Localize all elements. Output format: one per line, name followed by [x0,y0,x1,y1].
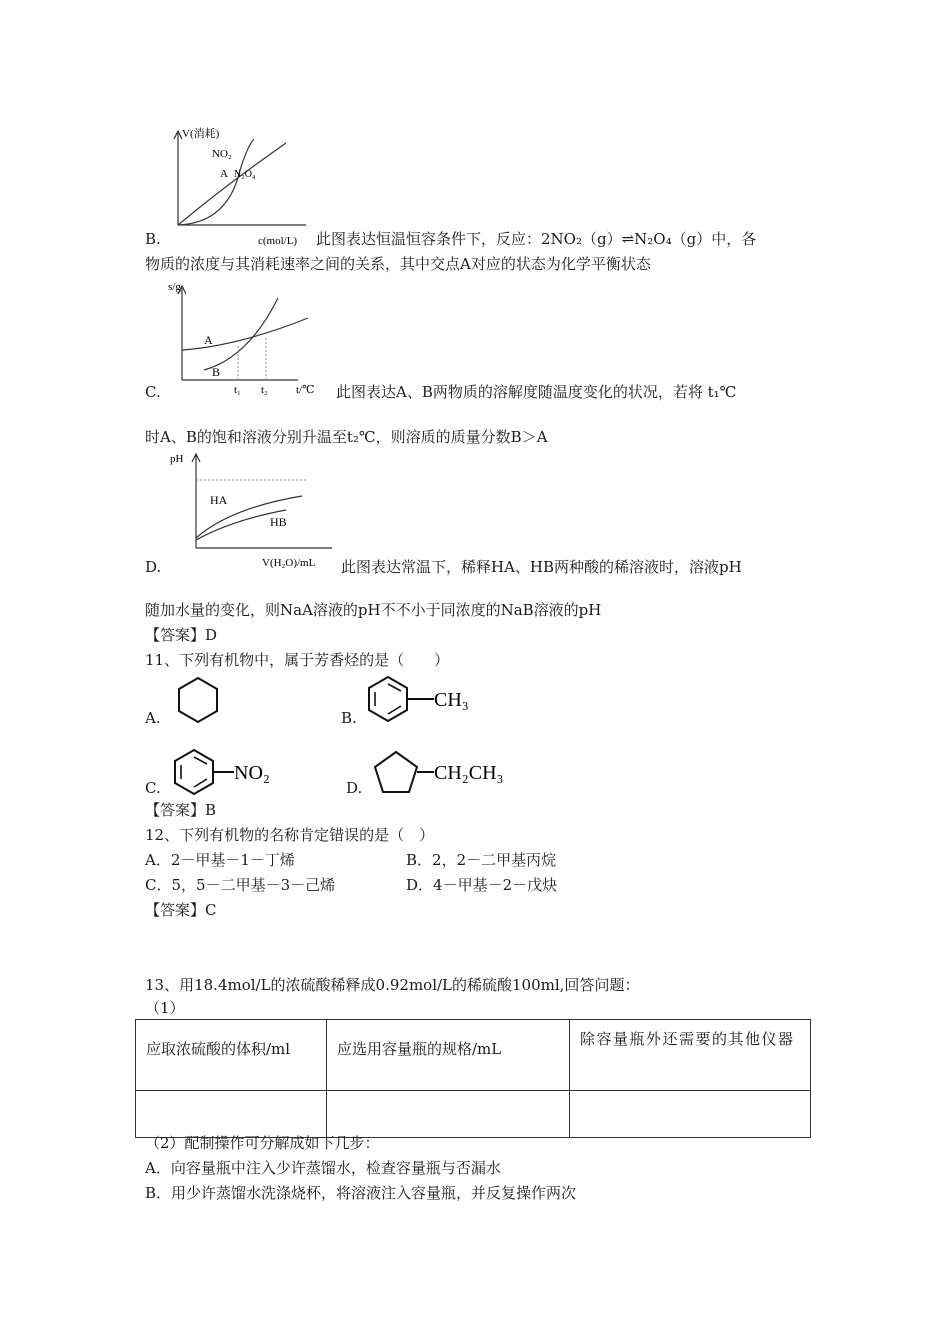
chart-c-solubility [168,278,333,396]
nitro-group-label: NO₂ [234,762,270,784]
q13-step-a: A．向容量瓶中注入少许蒸馏水，检查容量瓶与否漏水 [145,1159,501,1177]
table-header-flask-spec: 应选用容量瓶的规格/mL [327,1020,570,1091]
q10-option-c-text-1: 此图表达A、B两物质的溶解度随温度变化的状况，若将 t₁℃ [336,383,737,401]
table-header-other-instruments: 除容量瓶外还需要的其他仪器 [570,1020,811,1091]
chart-d-label-hb: HB [270,515,287,529]
chart-c-xlabel: t/℃ [296,384,315,396]
chart-b-rate-vs-concentration [168,125,313,245]
chart-d-label-ha: HA [210,493,228,507]
q13-part-2: （2）配制操作可分解成如下几步： [145,1134,380,1152]
q12-option-a: A．2－甲基－1－丁烯 [145,851,295,869]
chart-c-tick-t1: t₁ [234,384,241,396]
q10-option-d-text-2: 随加水量的变化，则NaA溶液的pH不不小于同浓度的NaB溶液的pH [145,601,602,619]
q12-stem: 12、下列有机物的名称肯定错误的是（ ） [145,826,435,844]
chart-d-ylabel: pH [170,453,184,465]
q10-option-c-text-2: 时A、B的饱和溶液分别升温至t₂℃，则溶质的质量分数B＞A [145,428,548,446]
q12-option-d: D．4－甲基－2－戊炔 [406,876,558,894]
chart-b-ylabel: V(消耗) [182,128,220,140]
chart-c-ylabel: s/g [168,281,181,293]
ethyl-group-label: CH₂CH₃ [434,762,504,784]
chart-b-curve-n2o4 [178,143,286,225]
q13-stem: 13、用18.4mol/L的浓硫酸稀释成0.92mol/L的稀硫酸100ml,回答问题： [145,976,640,994]
q11-answer: 【答案】B [145,801,217,819]
chart-c-label-b: B [212,365,221,379]
chart-d-ph-dilution [170,448,338,570]
q10-option-d-letter: D. [145,558,162,576]
q10-option-c-letter: C. [145,383,161,401]
table-header-volume: 应取浓硫酸的体积/ml [136,1020,327,1091]
q11-option-b-letter: B. [341,709,357,727]
table-header-row [136,1020,811,1091]
chart-b-label-point-a: A [220,168,228,180]
chart-b-label-no2: NO₂ [212,148,232,160]
q13-step-b: B．用少许蒸馏水洗涤烧杯，将溶液注入容量瓶，并反复操作两次 [145,1184,577,1202]
q10-option-b-text-1: 此图表达恒温恒容条件下，反应：2NO₂（g）⇌N₂O₄（g）中，各 [316,230,757,248]
q11-stem: 11、下列有机物中，属于芳香烃的是（ ） [145,651,450,669]
toluene-structure [364,673,482,727]
q12-option-b: B．2，2－二甲基丙烷 [406,851,557,869]
table-cell-flask-answer[interactable] [327,1091,570,1138]
chart-b-xlabel-area [228,229,308,249]
q10-answer: 【答案】D [145,626,218,644]
q12-option-c: C．5，5－二甲基－3－己烯 [145,876,336,894]
q11-option-c-letter: C. [145,779,161,797]
chart-d-xlabel: V(H₂O)/mL [262,557,316,569]
chart-c-tick-t2: t₂ [261,384,268,396]
q11-option-a-letter: A. [145,709,161,727]
q13-part-1: （1） [145,999,185,1017]
q10-option-d-text-1: 此图表达常温下，稀释HA、HB两种酸的稀溶液时，溶液pH [341,558,742,576]
q12-answer: 【答案】C [145,901,217,919]
table-row [136,1091,811,1138]
table-cell-instruments-answer[interactable] [570,1091,811,1138]
cyclohexane-structure [172,674,224,726]
chart-b-label-n2o4: N₂O₄ [234,169,256,180]
q10-option-b-letter: B. [145,230,161,248]
nitrobenzene-structure [170,746,285,800]
table-cell-volume-answer[interactable] [136,1091,327,1138]
chart-b-xlabel: c(mol/L) [258,235,298,247]
chart-c-curve-b [204,298,278,370]
q10-option-b-text-2: 物质的浓度与其消耗速率之间的关系，其中交点A对应的状态为化学平衡状态 [145,255,651,273]
ethylcyclopentane-structure [372,748,517,798]
q11-option-d-letter: D. [346,779,363,797]
chart-c-label-a: A [204,333,213,347]
q13-answer-table [135,1019,811,1138]
toluene-group-label: CH₃ [434,689,469,711]
